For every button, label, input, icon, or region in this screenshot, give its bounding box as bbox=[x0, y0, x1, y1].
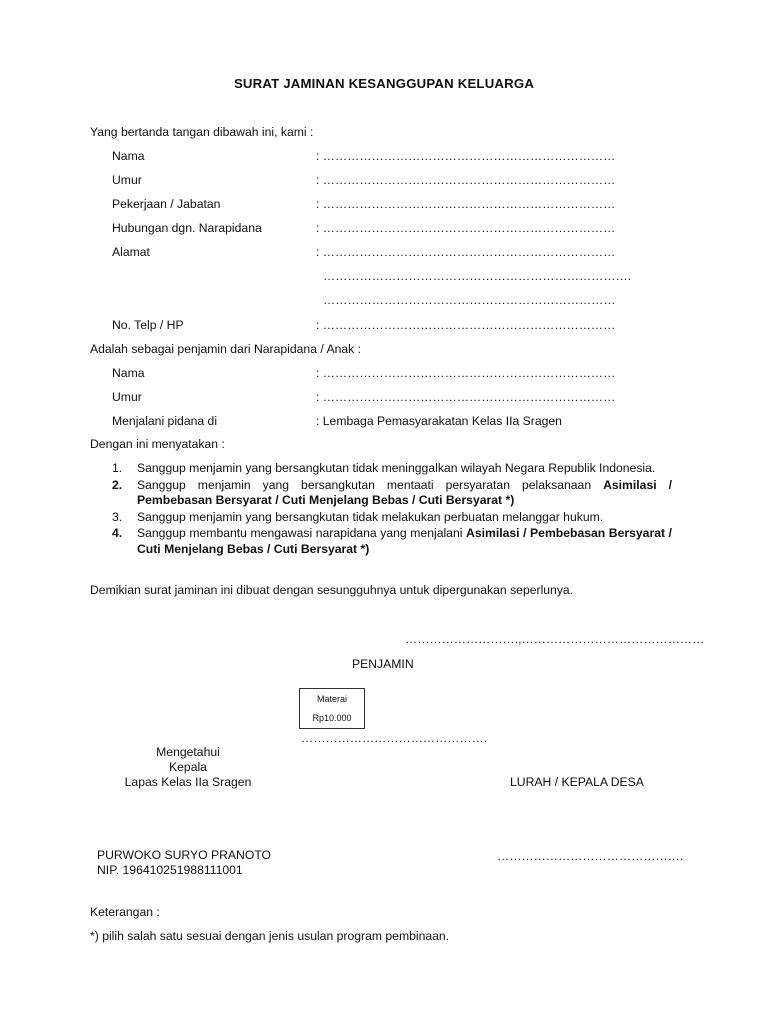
guarantor-title: PENJAMIN bbox=[352, 657, 414, 671]
guarantor-signature-line: ………………………………………. bbox=[301, 731, 488, 745]
note-text: *) pilih salah satu sesuai dengan jenis usulan program pembinaan. bbox=[90, 929, 450, 943]
list-item-number: 1. bbox=[112, 461, 123, 475]
official-nip: NIP. 196410251988111001 bbox=[97, 863, 243, 877]
inmate-label-nama: Nama bbox=[112, 366, 145, 380]
field-value-telp: : ……………………………………………………………… bbox=[316, 318, 616, 332]
list-item bbox=[112, 478, 672, 509]
note-title: Keterangan : bbox=[90, 905, 160, 919]
document-title: SURAT JAMINAN KESANGGUPAN KELUARGA bbox=[233, 76, 535, 91]
village-head-title: LURAH / KEPALA DESA bbox=[510, 775, 644, 789]
inmate-label-umur: Umur bbox=[112, 390, 142, 404]
field-label-alamat: Alamat bbox=[112, 245, 150, 259]
field-value-umur: : ……………………………………………………………… bbox=[316, 173, 616, 187]
statement-list bbox=[112, 461, 672, 558]
field-value-nama: : ……………………………………………………………… bbox=[316, 149, 616, 163]
stamp-box bbox=[299, 688, 365, 729]
list-item bbox=[112, 526, 672, 557]
field-label-pekerjaan: Pekerjaan / Jabatan bbox=[112, 197, 221, 211]
head-label: Kepala bbox=[169, 760, 207, 774]
field-label-telp: No. Telp / HP bbox=[112, 318, 184, 332]
list-item bbox=[112, 461, 672, 477]
list-item-text: Sanggup membantu mengawasi narapidana yang menjalani Asimilasi / Pembebasan Bersyarat / Cuti Menjelang Bebas / Cuti Bersyarat *) bbox=[137, 526, 672, 556]
list-item-number: 4. bbox=[112, 526, 123, 540]
acknowledge-label: Mengetahui bbox=[156, 745, 220, 759]
intro-text: Yang bertanda tangan dibawah ini, kami : bbox=[90, 125, 314, 139]
field-value-hubungan: : ……………………………………………………………… bbox=[316, 221, 616, 235]
statement-intro: Dengan ini menyatakan : bbox=[90, 437, 225, 451]
field-value-alamat: : ……………………………………………………………… bbox=[316, 245, 616, 259]
stamp-value: Rp10.000 bbox=[312, 713, 352, 723]
guarantee-intro: Adalah sebagai penjamin dari Narapidana / Anak : bbox=[90, 342, 362, 356]
address-line-2: …………………………………………………………………. bbox=[323, 269, 632, 283]
field-label-nama: Nama bbox=[112, 149, 145, 163]
field-label-umur: Umur bbox=[112, 173, 142, 187]
place-date-line: ……………………….,……………………………………… bbox=[405, 632, 705, 646]
inmate-value-nama: : ……………………………………………………………… bbox=[316, 366, 616, 380]
list-item bbox=[112, 510, 672, 526]
official-name: PURWOKO SURYO PRANOTO bbox=[97, 848, 272, 862]
address-line-3: ……………………………………………………………… bbox=[323, 293, 616, 307]
stamp-label: Materai bbox=[316, 694, 347, 704]
field-label-hubungan: Hubungan dgn. Narapidana bbox=[112, 221, 262, 235]
list-item-number: 3. bbox=[112, 509, 123, 524]
institution-label: Lapas Kelas IIa Sragen bbox=[124, 775, 252, 789]
field-value-pekerjaan: : ……………………………………………………………… bbox=[316, 197, 616, 211]
closing-text: Demikian surat jaminan ini dibuat dengan sesungguhnya untuk dipergunakan seperlunya. bbox=[90, 583, 574, 597]
inmate-value-pidana: : Lembaga Pemasyarakatan Kelas IIa Sragen bbox=[316, 414, 562, 428]
list-item-text: Sanggup menjamin yang bersangkutan tidak melakukan perbuatan melanggar hukum. bbox=[137, 509, 604, 524]
inmate-value-umur: : ……………………………………………………………… bbox=[316, 390, 616, 404]
inmate-label-pidana: Menjalani pidana di bbox=[112, 414, 218, 428]
list-item-text: Sanggup menjamin yang bersangkutan tidak meninggalkan wilayah Negara Republik Indonesia. bbox=[137, 461, 656, 475]
village-signature-line: ………………………………………. bbox=[497, 849, 684, 863]
list-item-number: 2. bbox=[112, 477, 123, 492]
list-item-text: Sanggup menjamin yang bersangkutan mentaati persyaratan pelaksanaan Asimilasi / Pembebasan Bersyarat / Cuti Menjelang Bebas / Cuti Bersyarat *) bbox=[137, 477, 672, 507]
